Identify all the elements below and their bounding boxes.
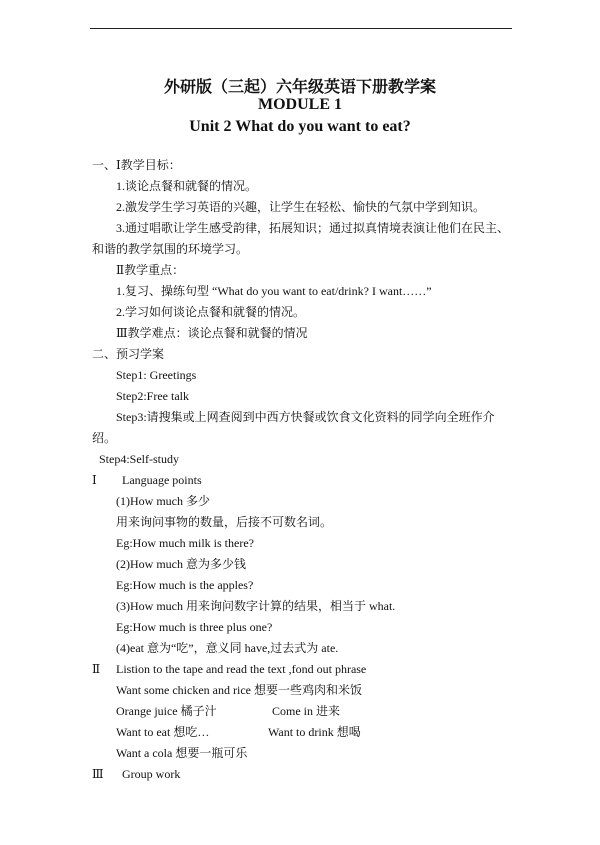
document-title: 外研版（三起）六年级英语下册教学案 xyxy=(163,79,436,96)
top-rule xyxy=(90,28,512,29)
goal-3b: 和谐的教学氛围的环境学习。 xyxy=(92,242,249,256)
phrase-2b: Come in 进来 xyxy=(272,704,340,718)
language-point-8: (4)eat 意为“吃”，意义同 have,过去式为 ate. xyxy=(116,641,339,655)
phrase-3b: Want to drink 想喝 xyxy=(268,725,361,739)
part1-heading: Language points xyxy=(122,473,202,487)
step-2: Step2:Free talk xyxy=(116,389,189,403)
language-point-1: (1)How much 多少 xyxy=(116,494,210,508)
difficulty: Ⅲ教学难点：谈论点餐和就餐的情况 xyxy=(116,326,308,340)
language-point-2: 用来询问事物的数量，后接不可数名词。 xyxy=(116,515,333,529)
language-point-5: Eg:How much is the apples? xyxy=(116,578,254,592)
section1-heading: 一、Ⅰ教学目标： xyxy=(92,158,181,172)
part2-numeral: Ⅱ xyxy=(92,662,101,676)
language-point-3: Eg:How much milk is there? xyxy=(116,536,254,550)
step-3a: Step3:请搜集或上网查阅到中西方快餐或饮食文化资料的同学向全班作介 xyxy=(116,410,495,424)
language-point-6: (3)How much 用来询问数字计算的结果，相当于 what. xyxy=(116,599,396,613)
phrase-3a: Want to eat 想吃… xyxy=(116,725,210,739)
phrase-1: Want some chicken and rice 想要一些鸡肉和米饭 xyxy=(116,683,362,697)
key-point-2: 2.学习如何谈论点餐和就餐的情况。 xyxy=(116,305,306,319)
goal-2: 2.激发学生学习英语的兴趣，让学生在轻松、愉快的气氛中学到知识。 xyxy=(116,200,486,214)
step-4: Step4:Self-study xyxy=(99,452,179,466)
section2-heading: 二、预习学案 xyxy=(92,347,165,361)
step-1: Step1: Greetings xyxy=(116,368,197,382)
key-points-heading: Ⅱ教学重点： xyxy=(116,263,185,277)
module-title: MODULE 1 xyxy=(258,96,342,113)
part3-numeral: Ⅲ xyxy=(92,767,104,781)
key-point-1: 1.复习、操练句型 “What do you want to eat/drink? I want……” xyxy=(116,284,432,298)
goal-1: 1.谈论点餐和就餐的情况。 xyxy=(116,179,258,193)
unit-title: Unit 2 What do you want to eat? xyxy=(189,118,411,135)
part2-heading: Listion to the tape and read the text ,fond out phrase xyxy=(116,662,367,676)
language-point-7: Eg:How much is three plus one? xyxy=(116,620,273,634)
language-point-4: (2)How much 意为多少钱 xyxy=(116,557,246,571)
part3-heading: Group work xyxy=(122,767,181,781)
phrase-2a: Orange juice 橘子汁 xyxy=(116,704,217,718)
phrase-4: Want a cola 想要一瓶可乐 xyxy=(116,746,248,760)
goal-3a: 3.通过唱歌让学生感受韵律，拓展知识；通过拟真情境表演让他们在民主、 xyxy=(116,221,510,235)
part1-numeral: Ⅰ xyxy=(92,473,97,487)
step-3b: 绍。 xyxy=(92,431,117,445)
